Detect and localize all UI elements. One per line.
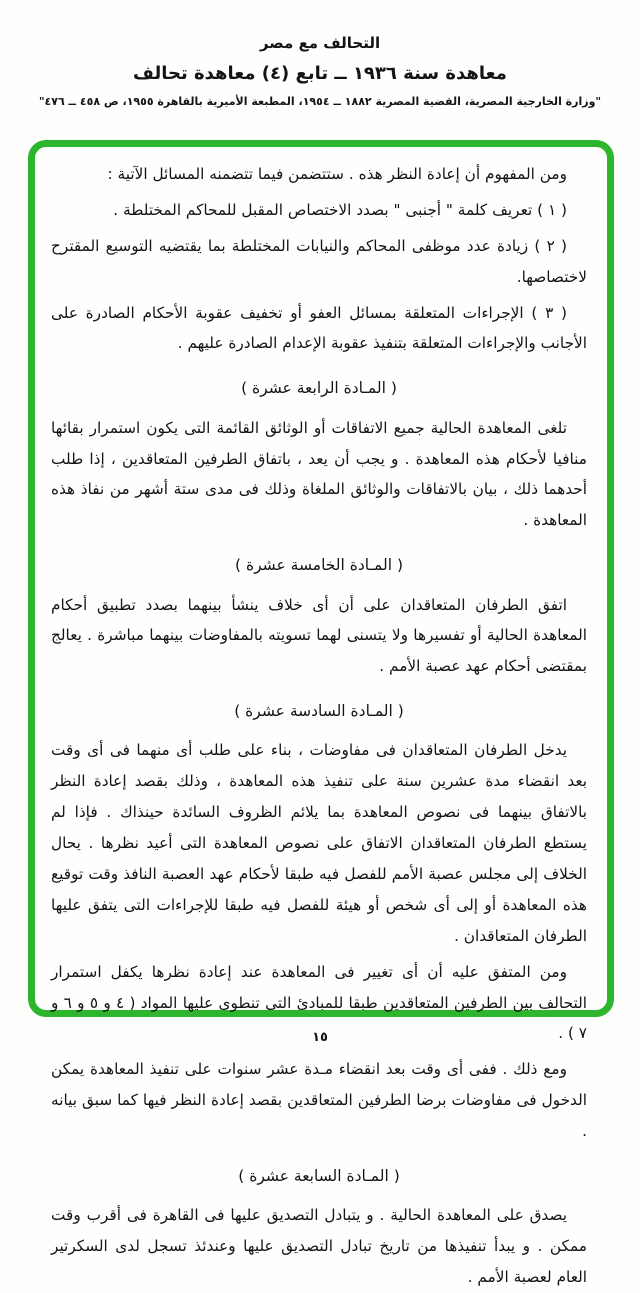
article-14-paragraph: تلغى المعاهدة الحالية جميع الاتفاقات أو الوثائق القائمة التى يكون استمرار بقائها منافيا لأحكام هذه المعاهدة . و يجب أن يعد ، باتفاق الطرفين المتعاقدين ، إذا طلب أحدهما ذلك ، بيان بالاتفاقات والوثائق الملغاة وذلك فى مدى ستة أشهر من نفاذ هذه المعاهدة . — [51, 418, 587, 530]
list-item-1: ( ١ ) تعريف كلمة " أجنبى " بصدد الاختصاص المقبل للمحاكم المختلطة . — [113, 200, 567, 219]
document-title: التحالف مع مصر — [259, 34, 381, 52]
document-header — [0, 34, 640, 108]
document-subtitle: معاهدة سنة ١٩٣٦ ــ تابع (٤) معاهدة تحالف — [133, 63, 507, 84]
article-16-paragraph-3: ومع ذلك . ففى أى وقت بعد انقضاء مـدة عشر سنوات على تنفيذ المعاهدة يمكن الدخول فى مفاوضات برضا الطرفين المتعاقدين بقصد إعادة النظر فيها كما سبق بيانه . — [51, 1060, 587, 1141]
intro-paragraph: ومن المفهوم أن إعادة النظر هذه . ستتضمن فيما تتضمنه المسائل الآتية : — [107, 165, 567, 183]
article-15-heading: ( المـادة الخامسة عشرة ) — [234, 556, 404, 575]
article-16-paragraph-1: يدخل الطرفان المتعاقدان فى مفاوضات ، بناء على طلب أى منهما فى أى وقت بعد انقضاء مدة عشرين سنة على تنفيذ هذه المعاهدة ، وذلك بقصد إعادة النظر بالاتفاق بينهما فى نصوص المعاهدة بما يلائم الظروف السائدة حينذاك . فإذا لم يستطع الطرفان المتعاقدان الاتفاق على نصوص المعاهدة التى أعيد نظرها . يحال الخلاف إلى مجلس عصبة الأمم للفصل فيه طبقا لأحكام عهد العصبة النافذ وقت توقيع هذه المعاهدة أو إلى أى شخص أو هيئة للفصل فيه طبقا للإجراءات التى يتفق عليها الطرفان المتعاقدان . — [51, 741, 587, 945]
article-17-paragraph: يصدق على المعاهدة الحالية . و يتبادل التصديق عليها فى القاهرة فى أقرب وقت ممكن . و يبدأ تنفيذها من تاريخ تبادل التصديق عليها وعندئذ تسجل لدى السكرتير العام لعصبة الأمم . — [51, 1206, 587, 1287]
list-item-3: ( ٣ ) الإجراءات المتعلقة بمسائل العفو أو تخفيف عقوبة الأحكام الصادرة على الأجانب والإجراءات المتعلقة بتنفيذ عقوبة الإعدام الصادرة عليهم . — [51, 303, 587, 353]
article-17-heading: ( المـادة السابعة عشرة ) — [238, 1167, 400, 1186]
page-number: ١٥ — [312, 1030, 328, 1045]
list-item-2: ( ٢ ) زيادة عدد موظفى المحاكم والنيابات المختلطة بما يقتضيه التوسيع المقترح لاختصاصها. — [51, 236, 587, 286]
article-14-heading: ( المـادة الرابعة عشرة ) — [241, 379, 397, 398]
article-15-paragraph: اتفق الطرفان المتعاقدان على أن أى خلاف ينشأ بينهما بصدد تطبيق أحكام المعاهدة الحالية أو تفسيرها ولا يتسنى لهما تسويته بالمفاوضات بينهما مباشرة . يعالج بمقتضى أحكام عهد عصبة الأمم . — [51, 595, 587, 676]
article-16-paragraph-2: ومن المتفق عليه أن أى تغيير فى المعاهدة عند إعادة نظرها يكفل استمرار التحالف بين الطرفين المتعاقدين طبقا للمبادئ التى تنطوى عليها المواد ( ٤ و ٥ و ٦ و ٧ ) . — [51, 962, 587, 1043]
article-16-heading: ( المـادة السادسة عشرة ) — [234, 702, 404, 721]
source-citation: "وزارة الخارجية المصرية، القضية المصرية ١٨٨٢ ــ ١٩٥٤، المطبعة الأميرية بالقاهرة ١٩٥٥، ص ٤٥٨ ــ ٤٧٦" — [38, 95, 602, 108]
